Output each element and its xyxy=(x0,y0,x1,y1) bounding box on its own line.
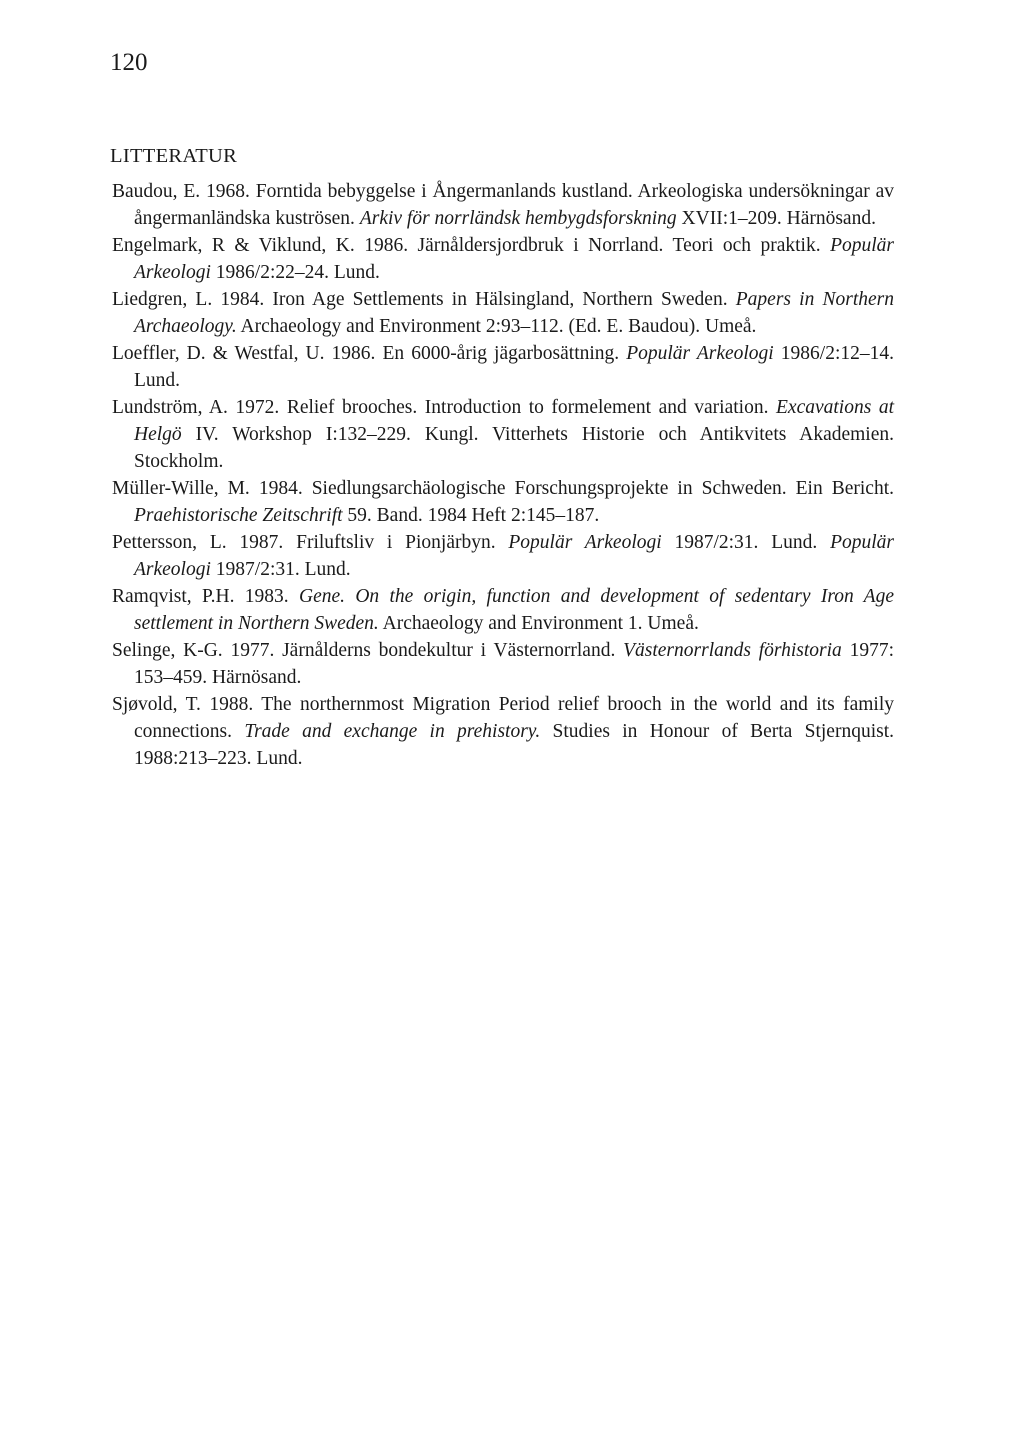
reference-text: 1986/2:22–24. Lund. xyxy=(210,262,380,283)
reference-text: IV. Workshop I:132–229. Kungl. Vitterhets Historie och Antikvitets Akademien. Stockholm. xyxy=(134,424,894,472)
reference-text: Liedgren, L. 1984. Iron Age Settlements in Hälsingland, Northern Sweden. xyxy=(112,289,736,310)
reference-text: 1986/2:12–14. Lund. xyxy=(134,343,894,391)
reference-title-italic: Papers in Northern Archaeology. xyxy=(134,289,894,337)
reference-text: Baudou, E. 1968. Forntida bebyggelse i Ångermanlands kustland. Arkeologiska undersökningar av ångermanländska kuströsen. xyxy=(112,181,894,229)
reference-text: Sjøvold, T. 1988. The northernmost Migration Period relief brooch in the world and its family connections. xyxy=(112,694,894,742)
reference-text: Lundström, A. 1972. Relief brooches. Introduction to formelement and variation. xyxy=(112,397,776,418)
reference-title-italic: Gene. On the origin, function and development of sedentary Iron Age settlement in Northern Sweden. xyxy=(134,586,894,634)
reference-text: 1987/2:31. Lund. xyxy=(661,532,831,553)
reference-text: Engelmark, R & Viklund, K. 1986. Järnåldersjordbruk i Norrland. Teori och praktik. xyxy=(112,235,831,256)
reference-title-italic: Populär Arkeologi xyxy=(508,532,662,553)
page-number: 120 xyxy=(110,49,148,76)
reference-item xyxy=(112,178,894,232)
reference-title-italic: Populär Arkeologi xyxy=(134,532,894,580)
reference-text: 1987/2:31. Lund. xyxy=(210,559,351,580)
reference-item xyxy=(112,286,894,340)
reference-item xyxy=(112,691,894,772)
reference-title-italic: Excavations at Helgö xyxy=(134,397,895,445)
reference-title-italic: Arkiv för norrländsk hembygdsforskning xyxy=(359,208,677,229)
reference-item xyxy=(112,529,894,583)
reference-text: Studies in Honour of Berta Stjernquist. 1988:213–223. Lund. xyxy=(134,721,894,769)
reference-text: Müller-Wille, M. 1984. Siedlungsarchäologische Forschungsprojekte in Schweden. Ein Bericht. xyxy=(112,478,894,499)
reference-text: 1977: 153–459. Härnösand. xyxy=(134,640,895,688)
reference-item xyxy=(112,394,894,475)
reference-list xyxy=(112,178,894,772)
reference-text: 59. Band. 1984 Heft 2:145–187. xyxy=(342,505,600,526)
reference-title-italic: Västernorrlands förhistoria xyxy=(623,640,842,661)
reference-item xyxy=(112,340,894,394)
reference-text: Archaeology and Environment 1. Umeå. xyxy=(378,613,699,634)
reference-item xyxy=(112,475,894,529)
reference-title-italic: Populär Arkeologi xyxy=(626,343,774,364)
reference-text: Loeffler, D. & Westfal, U. 1986. En 6000-årig jägarbosättning. xyxy=(112,343,627,364)
reference-text: Archaeology and Environment 2:93–112. (Ed. E. Baudou). Umeå. xyxy=(236,316,757,337)
reference-title-italic: Praehistorische Zeitschrift xyxy=(134,505,343,526)
reference-item xyxy=(112,637,894,691)
section-heading: LITTERATUR xyxy=(110,145,238,167)
reference-text: Selinge, K-G. 1977. Järnålderns bondekultur i Västernorrland. xyxy=(112,640,624,661)
reference-text: Pettersson, L. 1987. Friluftsliv i Pionjärbyn. xyxy=(112,532,509,553)
reference-title-italic: Populär Arkeologi xyxy=(134,235,894,283)
reference-text: Ramqvist, P.H. 1983. xyxy=(112,586,299,607)
reference-title-italic: Trade and exchange in prehistory. xyxy=(244,721,541,742)
reference-text: XVII:1–209. Härnösand. xyxy=(676,208,876,229)
reference-item xyxy=(112,232,894,286)
reference-item xyxy=(112,583,894,637)
